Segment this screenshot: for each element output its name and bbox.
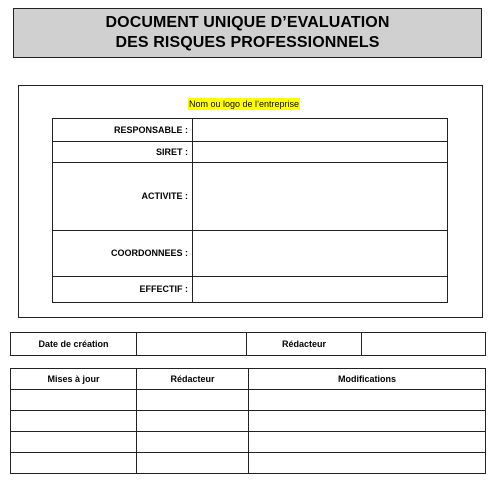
update-author-cell[interactable]	[137, 453, 249, 474]
update-date-cell[interactable]	[11, 432, 137, 453]
title-line-1: DOCUMENT UNIQUE D’EVALUATION	[105, 14, 390, 31]
title-line-2: DES RISQUES PROFESSIONNELS	[115, 34, 380, 51]
document-title	[13, 8, 482, 58]
field-label-effectif: EFFECTIF :	[53, 276, 193, 302]
update-author-cell[interactable]	[137, 390, 249, 411]
creation-author-value[interactable]	[362, 333, 486, 356]
field-row-activite	[53, 163, 448, 230]
creation-info-table	[10, 332, 486, 356]
field-value-siret[interactable]	[193, 142, 448, 163]
table-row	[11, 432, 486, 453]
updates-header-modifications: Modifications	[249, 369, 486, 390]
field-label-responsable: RESPONSABLE :	[53, 119, 193, 142]
update-date-cell[interactable]	[11, 390, 137, 411]
company-info-section	[18, 85, 483, 318]
field-value-effectif[interactable]	[193, 276, 448, 302]
updates-header-date: Mises à jour	[11, 369, 137, 390]
update-date-cell[interactable]	[11, 411, 137, 432]
table-row	[11, 390, 486, 411]
creation-info-row	[11, 333, 486, 356]
field-label-siret: SIRET :	[53, 142, 193, 163]
field-value-responsable[interactable]	[193, 119, 448, 142]
update-date-cell[interactable]	[11, 453, 137, 474]
update-author-cell[interactable]	[137, 411, 249, 432]
field-row-effectif	[53, 276, 448, 302]
field-value-activite[interactable]	[193, 163, 448, 230]
update-author-cell[interactable]	[137, 432, 249, 453]
field-row-siret	[53, 142, 448, 163]
field-value-coordonnees[interactable]	[193, 230, 448, 276]
field-label-coordonnees: COORDONNEES :	[53, 230, 193, 276]
update-modification-cell[interactable]	[249, 411, 486, 432]
table-row	[11, 453, 486, 474]
table-row	[11, 411, 486, 432]
update-modification-cell[interactable]	[249, 390, 486, 411]
field-row-responsable	[53, 119, 448, 142]
update-modification-cell[interactable]	[249, 453, 486, 474]
updates-header-author: Rédacteur	[137, 369, 249, 390]
company-info-table	[52, 118, 448, 303]
updates-table	[10, 368, 486, 474]
field-row-coordonnees	[53, 230, 448, 276]
creation-author-label: Rédacteur	[247, 333, 362, 356]
creation-date-label: Date de création	[11, 333, 137, 356]
creation-date-value[interactable]	[137, 333, 247, 356]
field-label-activite: ACTIVITE :	[53, 163, 193, 230]
updates-header-row	[11, 369, 486, 390]
company-logo-placeholder: Nom ou logo de l’entreprise	[189, 99, 300, 109]
update-modification-cell[interactable]	[249, 432, 486, 453]
